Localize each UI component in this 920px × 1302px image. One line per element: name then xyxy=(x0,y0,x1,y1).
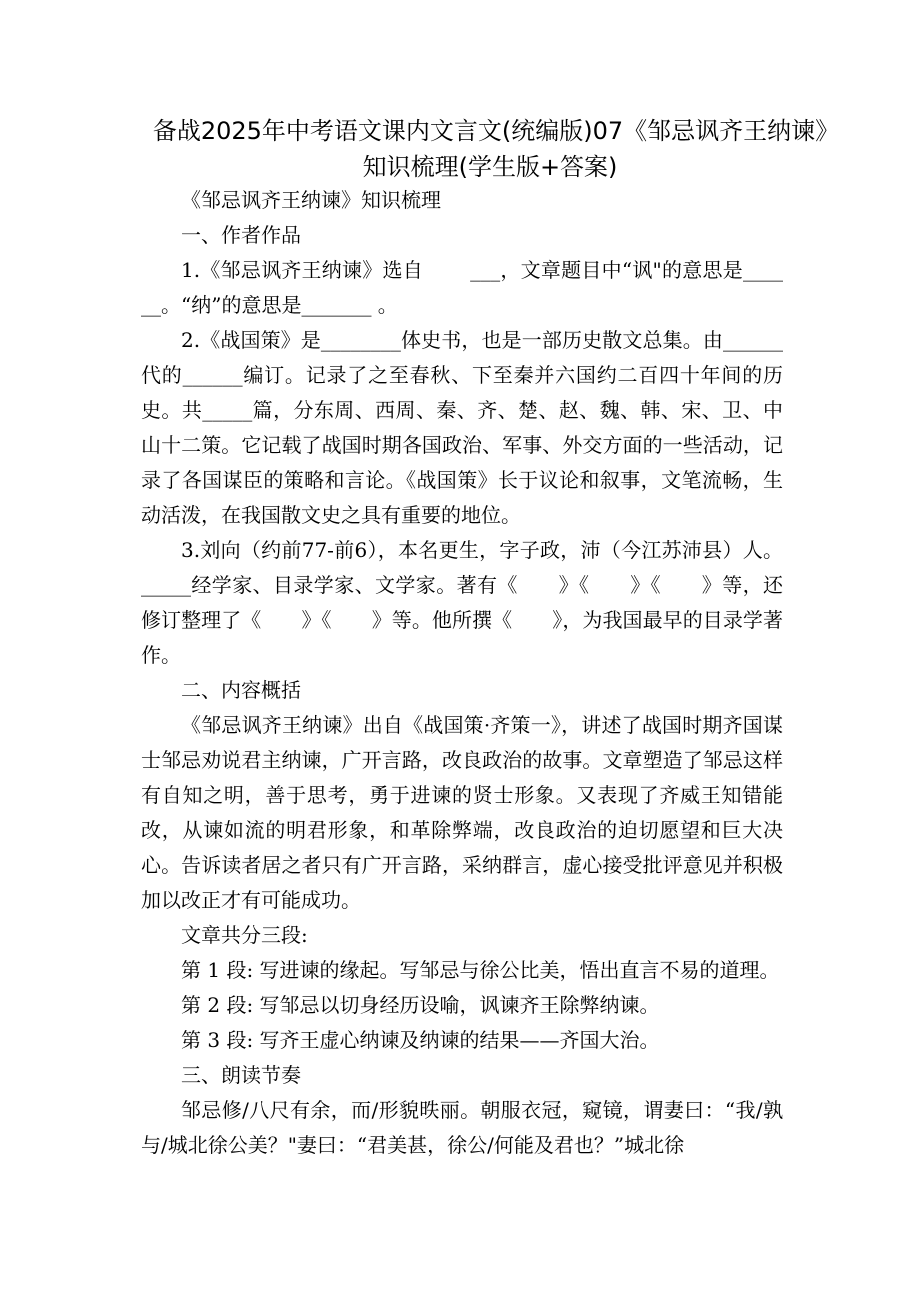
section-heading: 三、朗读节奏 xyxy=(181,1063,301,1087)
section-heading: 《邹忌讽齐王纳谏》知识梳理 xyxy=(181,188,441,212)
body-paragraph: 第 2 段: 写邹忌以切身经历设喻，讽谏齐王除弊纳谏。 xyxy=(181,993,660,1017)
body-paragraph: 《邹忌讽齐王纳谏》出自《战国策·齐策一》，讲述了战国时期齐国谋士邹忌劝说君主纳谏，广开言路，改良政治的故事。文章塑造了邹忌这样有自知之明，善于思考，勇于进谏的贤士形象。又表现了齐威王知错能改，从谏如流的明君形象，和革除弊端，改良政治的迫切愿望和巨大决心。告诉读者居之者只有广开言路，采纳群言，虚心接受批评意见并积极加以改正才有可能成功。 xyxy=(141,713,783,912)
body-paragraph: 第 1 段: 写进谏的缘起。写邹忌与徐公比美，悟出直言不易的道理。 xyxy=(181,958,780,982)
document-body xyxy=(141,183,783,1163)
document-title: 备战2025年中考语文课内文言文(统编版)07《邹忌讽齐王纳谏》知识梳理(学生版+答案) xyxy=(152,117,828,181)
section-heading: 一、作者作品 xyxy=(181,223,301,247)
question-paragraph: 1.《邹忌讽齐王纳谏》选自 ___，文章题目中“讽"的意思是______。“纳”的意思是_______ 。 xyxy=(141,258,783,317)
question-paragraph: 2.《战国策》是________体史书，也是一部历史散文总集。由______代的______编订。记录了之至春秋、下至秦并六国约二百四十年间的历史。共_____篇，分东周、西周、秦、齐、楚、赵、魏、韩、宋、卫、中山十二策。它记载了战国时期各国政治、军事、外交方面的一些活动，记录了各国谋臣的策略和言论。《战国策》长于议论和叙事，文笔流畅，生动活泼，在我国散文史之具有重要的地位。 xyxy=(141,328,783,527)
body-paragraph: 邹忌修/八尺有余，而/形貌昳丽。朝服衣冠，窥镜，谓妻曰：“我/孰与/城北徐公美？"妻曰：“君美甚，徐公/何能及君也？”城北徐 xyxy=(141,1098,783,1157)
section-heading: 二、内容概括 xyxy=(181,678,301,702)
question-paragraph: 3.刘向（约前77-前6），本名更生，字子政，沛（今江苏沛县）人。_____经学家、目录学家、文学家。著有《 》《 》《 》等，还修订整理了《 》《 》等。他所撰《 》，为我国最早的目录学著作。 xyxy=(141,538,783,667)
body-paragraph: 文章共分三段: xyxy=(181,923,308,947)
body-paragraph: 第 3 段: 写齐王虚心纳谏及纳谏的结果——齐国大治。 xyxy=(181,1028,660,1052)
